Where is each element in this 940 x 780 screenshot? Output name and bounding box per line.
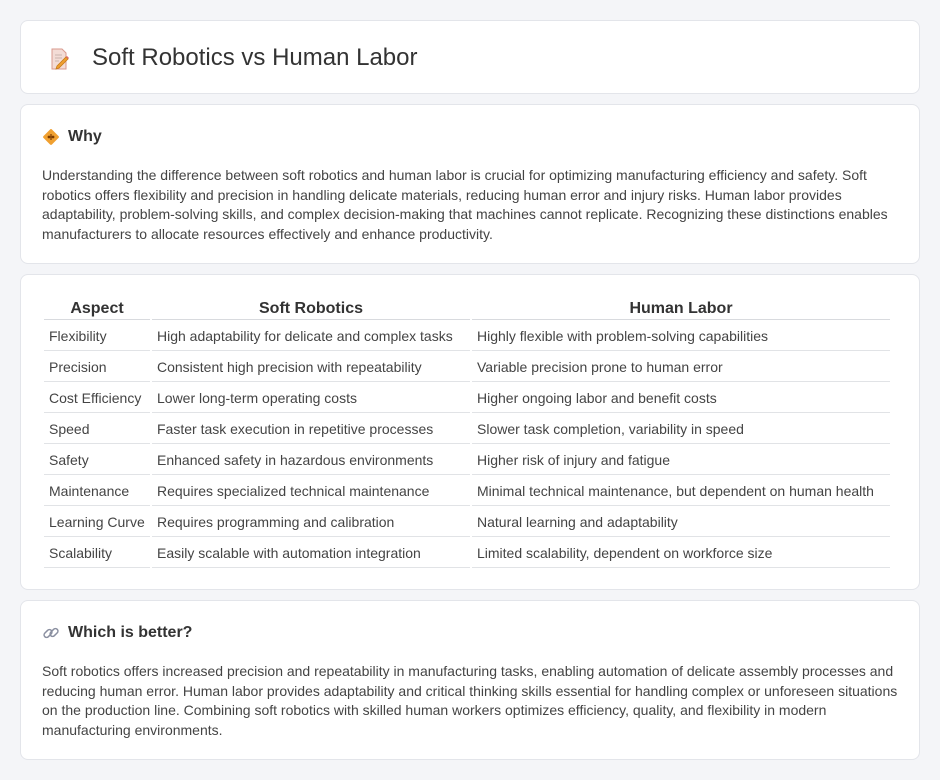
cell-aspect: Safety [44,446,150,475]
why-heading [42,127,102,147]
link-icon [42,624,60,642]
table-row [44,384,890,413]
cell-human-labor: Natural learning and adaptability [472,508,890,537]
cell-soft-robotics: Enhanced safety in hazardous environments [152,446,470,475]
table-row [44,539,890,568]
cell-human-labor: Limited scalability, dependent on workforce size [472,539,890,568]
cell-human-labor: Higher ongoing labor and benefit costs [472,384,890,413]
comparison-table [42,296,892,570]
table-row [44,415,890,444]
why-paragraph: Understanding the difference between soft robotics and human labor is crucial for optimizing manufacturing efficiency and safety. Soft robotics offers flexibility and precision in handling delicate materials, reducing human error and injury risks. Human labor provides adaptability, problem-solving skills, and complex decision-making that machines cannot replicate. Recognizing these distinctions enables manufacturers to allocate resources effectively and enhance productivity. [42,167,888,242]
cell-aspect: Maintenance [44,477,150,506]
cell-soft-robotics: Requires programming and calibration [152,508,470,537]
cell-human-labor: Highly flexible with problem-solving capabilities [472,322,890,351]
cell-human-labor: Variable precision prone to human error [472,353,890,382]
cell-aspect: Speed [44,415,150,444]
table-row [44,508,890,537]
cell-soft-robotics: Easily scalable with automation integration [152,539,470,568]
better-paragraph: Soft robotics offers increased precision and repeatability in manufacturing tasks, enabling automation of delicate assembly processes and reducing human error. Human labor provides adaptability and critical thinking skills essential for handling complex or unforeseen situations on the production line. Combining soft robotics with skilled human workers optimizes efficiency, quality, and flexibility in modern manufacturing environments. [42,663,898,738]
cell-soft-robotics: High adaptability for delicate and complex tasks [152,322,470,351]
cell-human-labor: Higher risk of injury and fatigue [472,446,890,475]
cell-aspect: Cost Efficiency [44,384,150,413]
comparison-card [20,274,920,590]
cell-soft-robotics: Consistent high precision with repeatability [152,353,470,382]
page-title: Soft Robotics vs Human Labor [92,44,418,71]
table-row [44,477,890,506]
diamond-signal-icon [42,128,60,146]
why-heading-text: Why [68,128,102,145]
cell-soft-robotics: Lower long-term operating costs [152,384,470,413]
document-pencil-icon [47,47,71,71]
header-aspect: Aspect [44,298,150,320]
cell-aspect: Learning Curve [44,508,150,537]
title-card [20,20,920,94]
header-soft-robotics: Soft Robotics [152,298,470,320]
cell-soft-robotics: Requires specialized technical maintenance [152,477,470,506]
cell-soft-robotics: Faster task execution in repetitive processes [152,415,470,444]
table-row [44,446,890,475]
table-row [44,353,890,382]
table-header-row [44,298,890,320]
which-is-better-card [20,600,920,760]
cell-human-labor: Slower task completion, variability in speed [472,415,890,444]
better-heading-text: Which is better? [68,624,193,641]
cell-aspect: Scalability [44,539,150,568]
cell-aspect: Flexibility [44,322,150,351]
cell-aspect: Precision [44,353,150,382]
header-human-labor: Human Labor [472,298,890,320]
cell-human-labor: Minimal technical maintenance, but dependent on human health [472,477,890,506]
why-card [20,104,920,264]
table-row [44,322,890,351]
better-heading [42,623,192,643]
